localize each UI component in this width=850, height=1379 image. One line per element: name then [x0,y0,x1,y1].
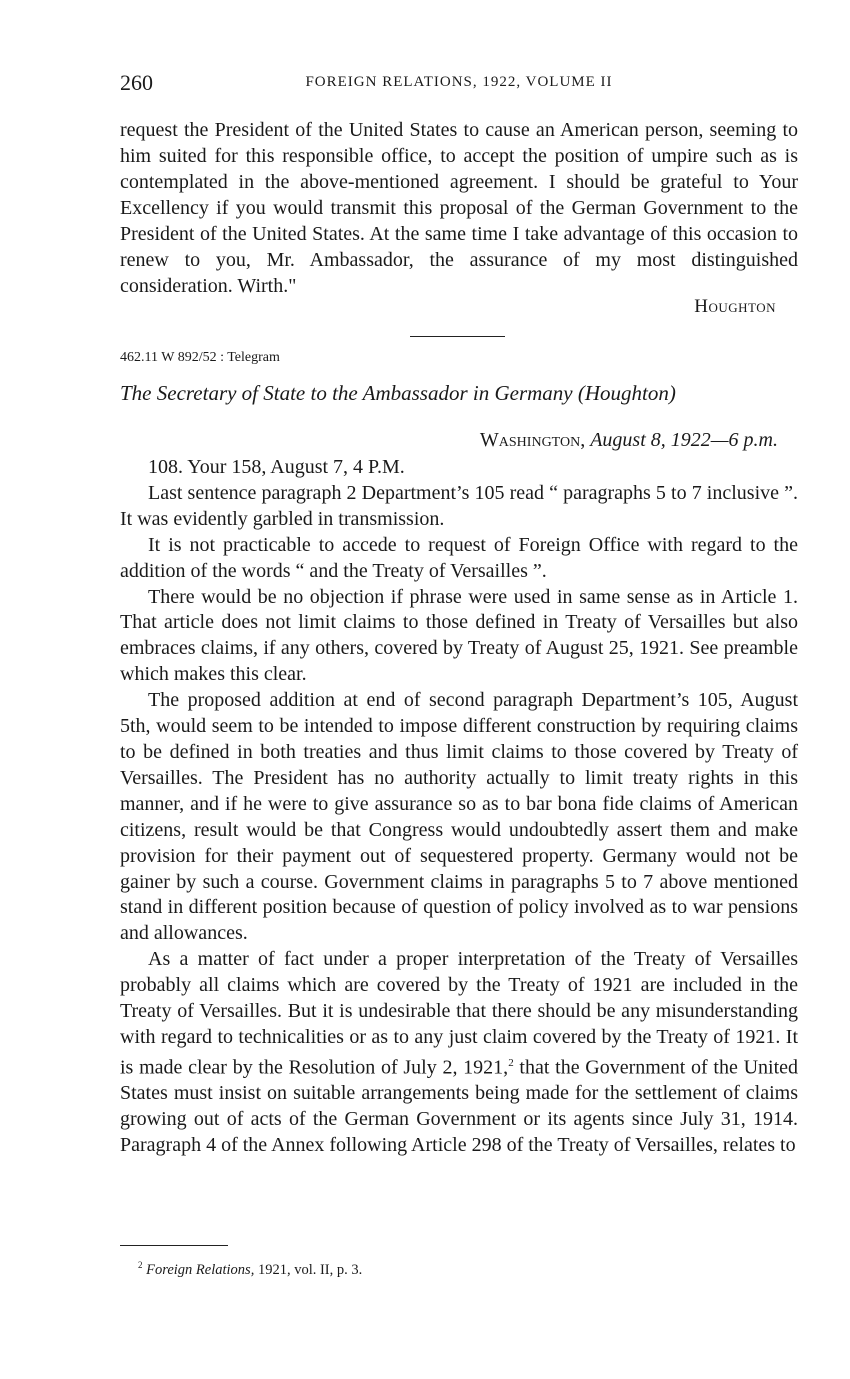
footnote-divider [120,1245,228,1246]
running-head: FOREIGN RELATIONS, 1922, VOLUME II [305,74,613,90]
document-title: The Secretary of State to the Ambassador in Germany (Houghton) [120,381,676,405]
continuation-paragraph: request the President of the United States to cause an American person, seeming to him suited for this responsible office, to accept the position of umpire such as is contemplated in the above-mentioned agreement. I should be grateful to Your Excellency if you would transmit this proposal of the German Government to the President of the United States. At the same time I take advantage of this occasion to renew to you, Mr. Ambassador, the assurance of my most distinguished consideration. Wirth." [120,119,798,297]
body-paragraph: It is not practicable to accede to request of Foreign Office with regard to the addition of the words “ and the Treaty of Versailles ”. [120,533,798,582]
footnote-text: 1921, vol. II, p. 3. [254,1261,363,1278]
body-paragraph: 108. Your 158, August 7, 4 P.M. [148,456,405,478]
continuation-text-block [120,117,798,299]
footnote [138,1260,362,1279]
page-header [120,70,798,100]
body-text-part: that the Government of the United States must insist on suitable arrangements being made for the settlement of claims growing out of acts of the German Government or its agents since July 31, 1914. Paragraph 4 of the Annex following Article 298 of the Treaty of Versailles, relates to [120,1056,798,1157]
footnote-title: Foreign Relations, [146,1261,255,1278]
signature: Houghton [694,296,776,317]
body-paragraph: The proposed addition at end of second paragraph Department’s 105, August 5th, would seem to be intended to impose different construction by requiring claims to be defined in both treaties and thus limit claims to those covered by Treaty of Versailles. The President has no authority actually to limit treaty rights in this manner, and if he were to give assurance so as to bar bona fide claims of American citizens, result would be that Congress would undoubtedly assert them and make provision for their payment out of sequestered property. Germany would not be gainer by such a course. Government claims in paragraphs 5 to 7 above mentioned stand in different position because of question of policy involved as to war pensions and allowances. [120,689,798,945]
body-paragraph: There would be no objection if phrase were used in same sense as in Article 1. That article does not limit claims to those defined in Treaty of Versailles but also embraces claims, if any others, covered by Treaty of August 25, 1921. See preamble which makes this clear. [120,585,798,686]
body-text-part: As a matter of fact under a proper interpretation of the Treaty of Versailles probably all claims which are covered by the Treaty of 1921 are included in the Treaty of Versailles. But it is undesirable that there should be any misunderstanding with regard to technicalities or as to any just claim covered by the Treaty of 1921. It is made clear by the Resolution of July 2, 1921, [120,948,798,1079]
telegram-body [120,455,798,1159]
dateline-date: August 8, 1922—6 p.m. [590,429,778,451]
file-reference: 462.11 W 892/52 : Telegram [120,350,280,365]
page-number: 260 [120,70,153,95]
body-paragraph: Last sentence paragraph 2 Department’s 105 read “ paragraphs 5 to 7 inclusive ”. It was evidently garbled in transmission. [120,481,798,530]
dateline [480,429,778,452]
footnote-reference[interactable]: 2 [508,1056,514,1069]
body-paragraph-last [120,947,798,1159]
dateline-place: Washington, [479,429,586,451]
footnote-marker: 2 [138,1260,143,1270]
section-divider [410,336,505,337]
